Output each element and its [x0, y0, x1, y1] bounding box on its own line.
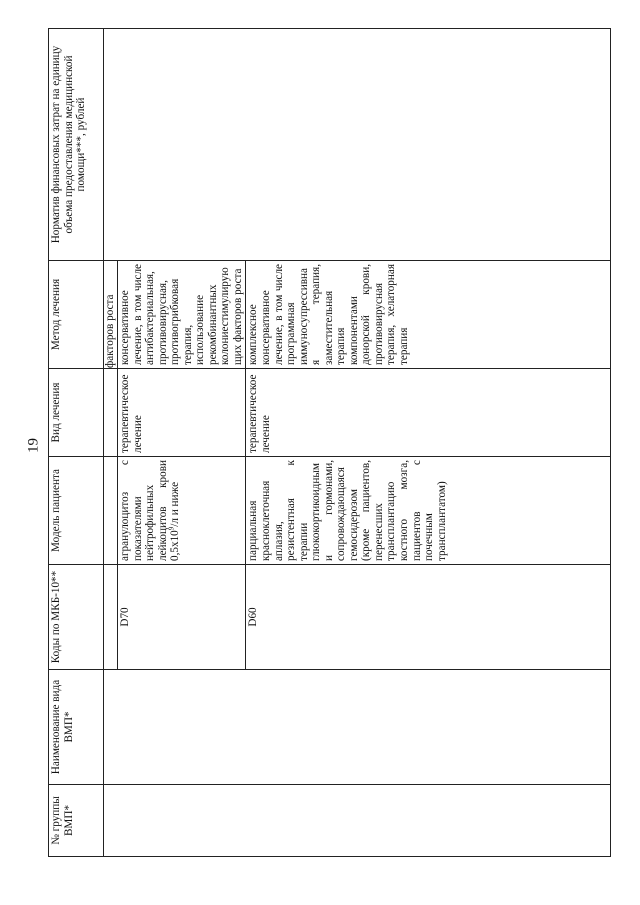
cell-code: D60: [246, 565, 611, 670]
rotated-table-container: [48, 29, 611, 857]
header-icd-codes: Коды по МКБ-10**: [49, 565, 104, 670]
header-treatment-type: Вид лечения: [49, 369, 104, 457]
vmp-table: [48, 28, 611, 857]
cell-code-empty: [104, 565, 118, 670]
header-vmp-name: Наименование вида ВМП*: [49, 670, 104, 785]
cell-patient-model: парциальная красноклеточная аплазия, резистентная к терапии глюкокортикоидными гормонами, сопровождающаяся гемосидерозом (кроме пациентов, перенесших трансплантацию костного мозга, пациентов с почечным трансплантатом): [246, 457, 611, 565]
cell-patient-model: агранулоцитоз с показателями нейтрофильных лейкоцитов крови $0,5х10^9/л$ и ниже: [118, 457, 246, 565]
header-patient-model: Модель пациента: [49, 457, 104, 565]
cell-treatment-method: комплексное консервативное лечение, в том числе программная иммуносупрессивная терапия, заместительная терапия компонентами донорской крови, противовирусная терапия, хелаторная терапия: [246, 261, 611, 369]
cell-treatment-type: терапевтическое лечение: [118, 369, 246, 457]
page-number: 19: [25, 438, 42, 453]
cell-type-empty: [104, 369, 118, 457]
header-group-number: № группы ВМП*: [49, 785, 104, 857]
cell-model-empty: [104, 457, 118, 565]
table-header-row: [49, 29, 104, 857]
header-cost-standard: Норматив финансовых затрат на единицу объема предоставления медицинской помощи***, рублей: [49, 29, 104, 261]
cell-group-number: [104, 785, 611, 857]
cell-method-continuation: факторов роста: [104, 261, 118, 369]
cell-vmp-name: [104, 670, 611, 785]
cell-treatment-method: консервативное лечение, в том числе антибактериальная, противовирусная, противогрибковая терапия, использование рекомбинантных колониестимулирующих факторов роста: [118, 261, 246, 369]
table-row-continuation: [104, 29, 118, 857]
cell-cost: [104, 29, 611, 261]
header-treatment-method: Метод лечения: [49, 261, 104, 369]
cell-code: D70: [118, 565, 246, 670]
cell-treatment-type: терапевтическое лечение: [246, 369, 611, 457]
